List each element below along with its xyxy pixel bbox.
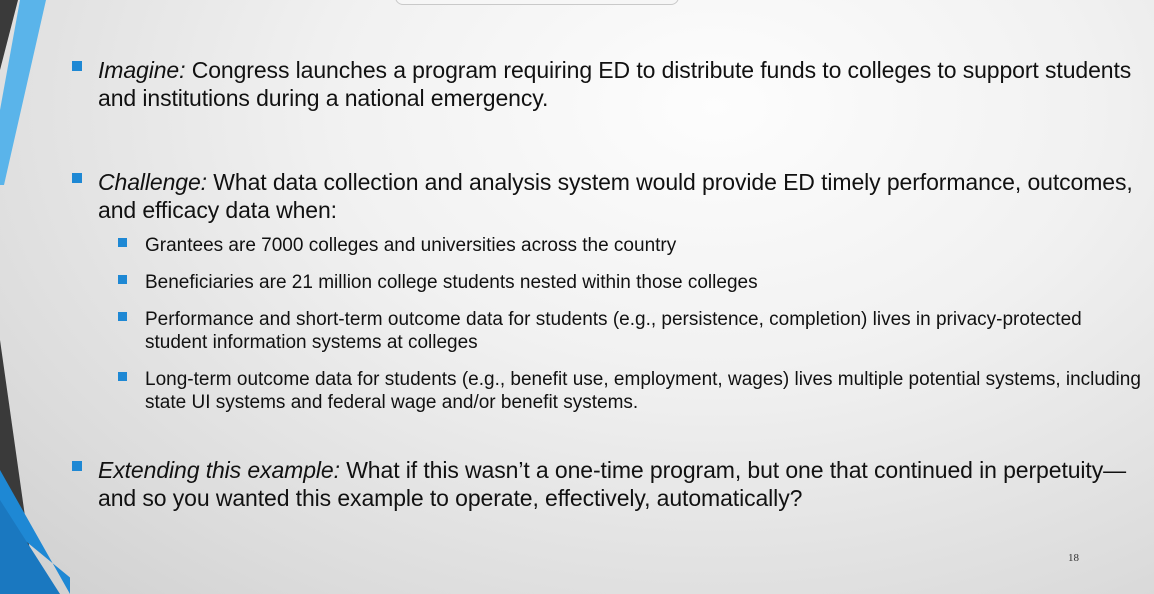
sub-bullet-text: Grantees are 7000 colleges and universities across the country [145,235,677,256]
sub-bullet-text: Beneficiaries are 21 million college students nested within those colleges [145,272,758,293]
bullet-text: What if this wasn’t a one-time program, but one that continued in perpetuity—and so you wanted this example to operate, effectively, automatically? [98,457,1127,511]
bullet-text: What data collection and analysis system would provide ED timely performance, outcomes, and efficacy data when: [98,169,1133,223]
square-bullet-icon [118,238,127,247]
sub-bullet-long-term-data [118,368,1142,414]
bullet-lead: Imagine: [98,57,186,83]
bullet-extending [72,456,1142,512]
bullet-lead: Challenge: [98,169,207,195]
square-bullet-icon [72,61,82,71]
page-number: 18 [1068,552,1079,564]
square-bullet-icon [118,312,127,321]
sub-bullet-grantees [118,234,1142,257]
square-bullet-icon [118,372,127,381]
bullet-text: Congress launches a program requiring ED to distribute funds to colleges to support students and institutions during a national emergency. [98,57,1132,111]
square-bullet-icon [72,461,82,471]
bullet-lead: Extending this example: [98,457,340,483]
top-tab-shape [395,0,679,5]
sub-bullet-performance-data [118,308,1142,354]
slide-content [72,56,1142,512]
sub-bullet-text: Performance and short-term outcome data for students (e.g., persistence, completion) lives in privacy-protected student information systems at colleges [145,309,1082,353]
square-bullet-icon [118,275,127,284]
sub-bullet-text: Long-term outcome data for students (e.g., benefit use, employment, wages) lives multiple potential systems, including state UI systems and federal wage and/or benefit systems. [145,369,1141,413]
bullet-imagine [72,56,1142,112]
challenge-sub-list [118,234,1142,414]
bullet-challenge [72,168,1142,224]
left-decorative-bars [0,0,70,594]
sub-bullet-beneficiaries [118,271,1142,294]
square-bullet-icon [72,173,82,183]
